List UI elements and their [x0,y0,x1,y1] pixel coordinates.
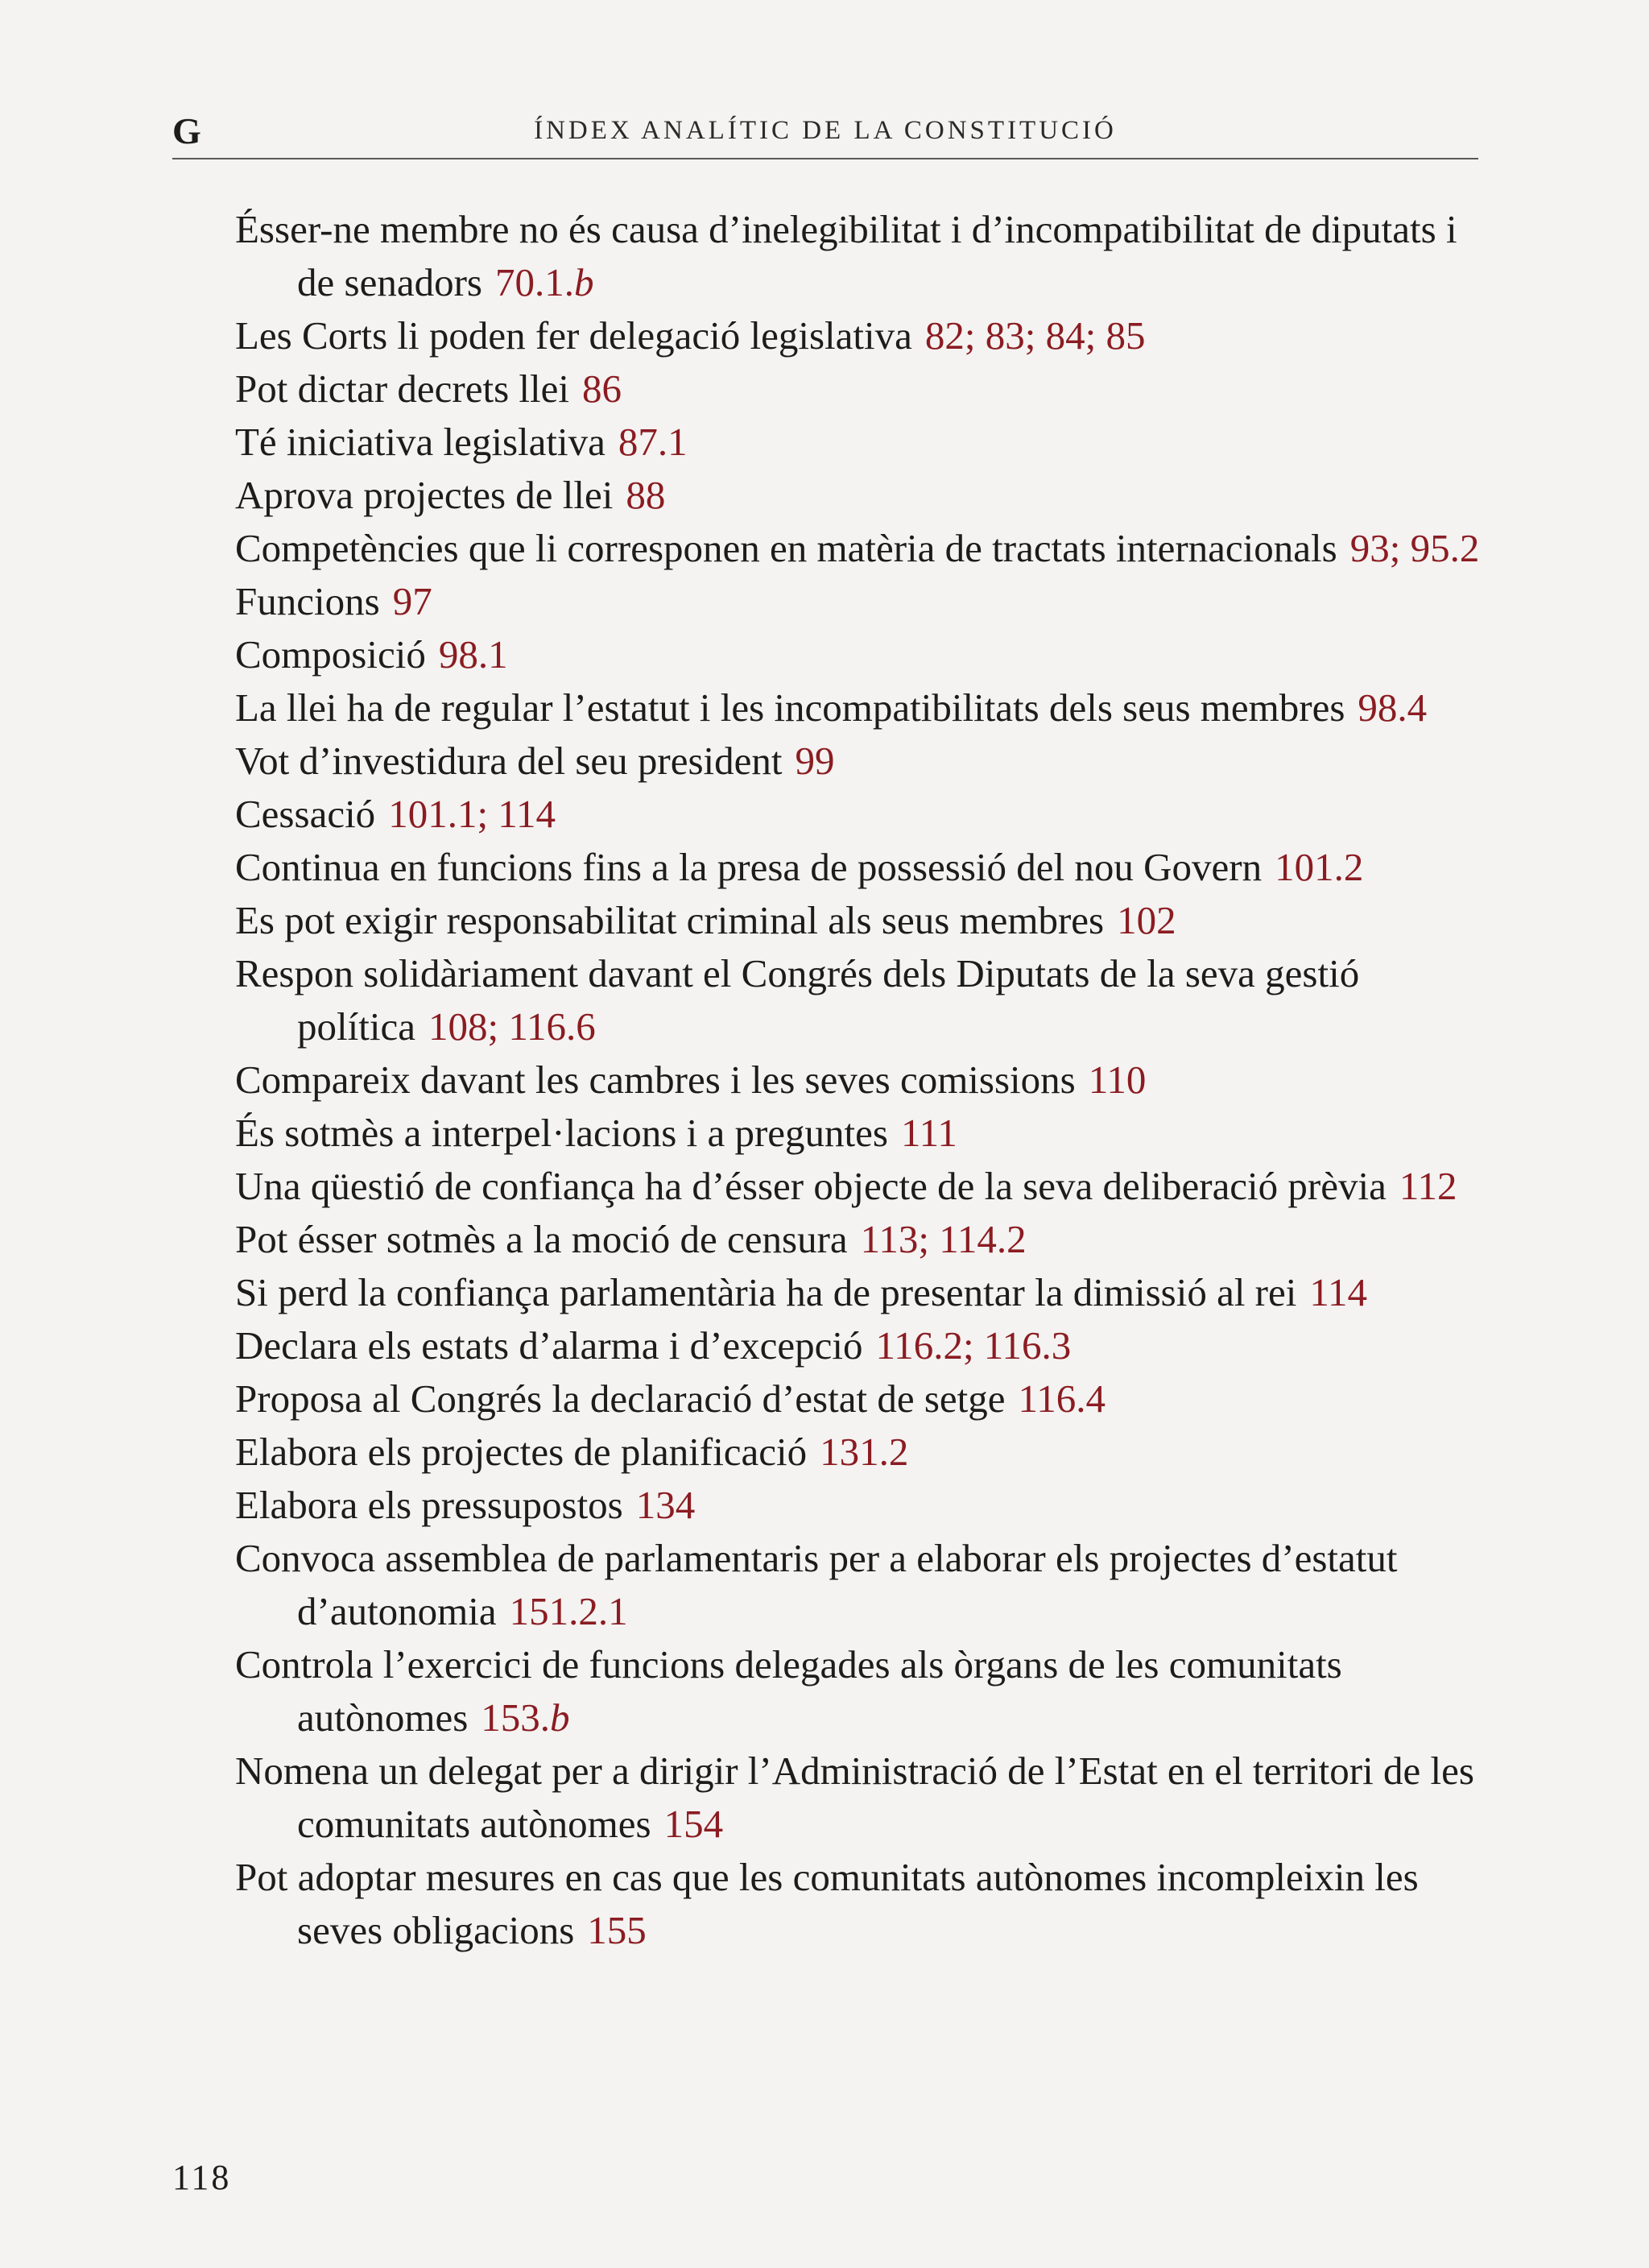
entry-text: És sotmès a interpel·lacions i a preguntes [235,1111,888,1155]
index-entry [235,309,1491,362]
index-entry [235,1107,1491,1160]
index-entry [235,1319,1491,1372]
article-reference: 98.1 [438,632,508,677]
article-reference: 155 [587,1908,647,1952]
index-entry [235,1479,1491,1532]
index-entry [235,1160,1491,1213]
article-reference: 108; 116.6 [428,1004,596,1049]
article-reference: 101.2 [1275,845,1364,889]
article-reference: 111 [901,1111,957,1155]
entry-text: La llei ha de regular l’estatut i les incompatibilitats dels seus membres [235,685,1345,730]
article-reference: 99 [795,739,835,783]
section-letter: G [172,110,201,151]
running-title: ÍNDEX ANALÍTIC DE LA CONSTITUCIÓ [534,116,1117,145]
index-entry [235,362,1491,416]
index-entry-list [235,203,1491,1957]
entry-text: Aprova projectes de llei [235,473,614,517]
index-entry [235,681,1491,735]
entry-text: Composició [235,632,426,677]
entry-text: Controla l’exercici de funcions delegades als òrgans de les comunitats autònomes [235,1642,1342,1740]
index-entry [235,1213,1491,1266]
entry-text: Respon solidàriament davant el Congrés dels Diputats de la seva gestió política [235,951,1360,1049]
entry-text: Té iniciativa legislativa [235,420,605,464]
entry-text: Proposa al Congrés la declaració d’estat de setge [235,1376,1006,1421]
entry-text: Elabora els projectes de planificació [235,1430,808,1474]
entry-text: Es pot exigir responsabilitat criminal als seus membres [235,898,1105,942]
entry-text: Competències que li corresponen en matèria de tractats internacionals [235,526,1337,570]
index-entry [235,788,1491,841]
entry-text: Elabora els pressupostos [235,1483,623,1527]
index-entry [235,1744,1491,1851]
index-entry [235,735,1491,788]
entry-text: Convoca assemblea de parlamentaris per a elaborar els projectes d’estatut d’autonomia [235,1536,1398,1633]
article-reference: 98.4 [1358,685,1428,730]
index-entry [235,1053,1491,1107]
page-number: 118 [172,2158,232,2197]
entry-text: Cessació [235,792,376,836]
article-reference: 113; 114.2 [860,1217,1027,1261]
entry-text: Declara els estats d’alarma i d’excepció [235,1323,863,1368]
running-header [172,106,1478,159]
article-reference: 82; 83; 84; 85 [924,313,1146,358]
article-reference: 134 [635,1483,696,1527]
index-entry [235,1372,1491,1426]
index-entry [235,947,1491,1053]
entry-text: Nomena un delegat per a dirigir l’Administració de l’Estat en el territori de les comunitats autònomes [235,1749,1474,1846]
article-reference: 102 [1117,898,1176,942]
article-reference: 112 [1399,1164,1457,1208]
article-reference: 153.b [481,1695,570,1740]
article-reference: 116.2; 116.3 [875,1323,1072,1368]
entry-text: Pot ésser sotmès a la moció de censura [235,1217,848,1261]
index-entry [235,1638,1491,1744]
index-entry [235,575,1491,628]
article-reference: 110 [1088,1057,1147,1102]
index-entry [235,841,1491,894]
entry-text: Pot dictar decrets llei [235,366,569,411]
index-entry [235,522,1491,575]
index-entry [235,1851,1491,1957]
article-reference: 97 [392,579,432,623]
article-reference: 116.4 [1018,1376,1106,1421]
article-reference: 87.1 [618,420,688,464]
entry-text: Funcions [235,579,380,623]
entry-text: Si perd la confiança parlamentària ha de presentar la dimissió al rei [235,1270,1297,1314]
index-entry [235,203,1491,309]
article-reference: 114 [1309,1270,1368,1314]
index-entry [235,1532,1491,1638]
article-reference: 88 [626,473,666,517]
index-entry [235,416,1491,469]
index-entry [235,628,1491,681]
index-entry [235,894,1491,947]
entry-text: Pot adoptar mesures en cas que les comunitats autònomes incompleixin les seves obligacions [235,1855,1419,1952]
entry-text: Les Corts li poden fer delegació legislativa [235,313,912,358]
entry-text: Ésser-ne membre no és causa d’inelegibilitat i d’incompatibilitat de diputats i de senadors [235,207,1457,304]
entry-text: Una qüestió de confiança ha d’ésser objecte de la seva deliberació prèvia [235,1164,1387,1208]
entry-text: Vot d’investidura del seu president [235,739,783,783]
article-reference: 70.1.b [494,260,594,304]
article-reference: 86 [582,366,622,411]
entry-text: Continua en funcions fins a la presa de possessió del nou Govern [235,845,1263,889]
article-reference: 154 [663,1802,724,1846]
article-reference: 93; 95.2 [1349,526,1480,570]
article-reference: 101.1; 114 [388,792,556,836]
entry-text: Compareix davant les cambres i les seves comissions [235,1057,1076,1102]
index-entry [235,1426,1491,1479]
article-reference: 131.2 [820,1430,909,1474]
article-reference: 151.2.1 [509,1589,628,1633]
index-entry [235,469,1491,522]
index-entry [235,1266,1491,1319]
